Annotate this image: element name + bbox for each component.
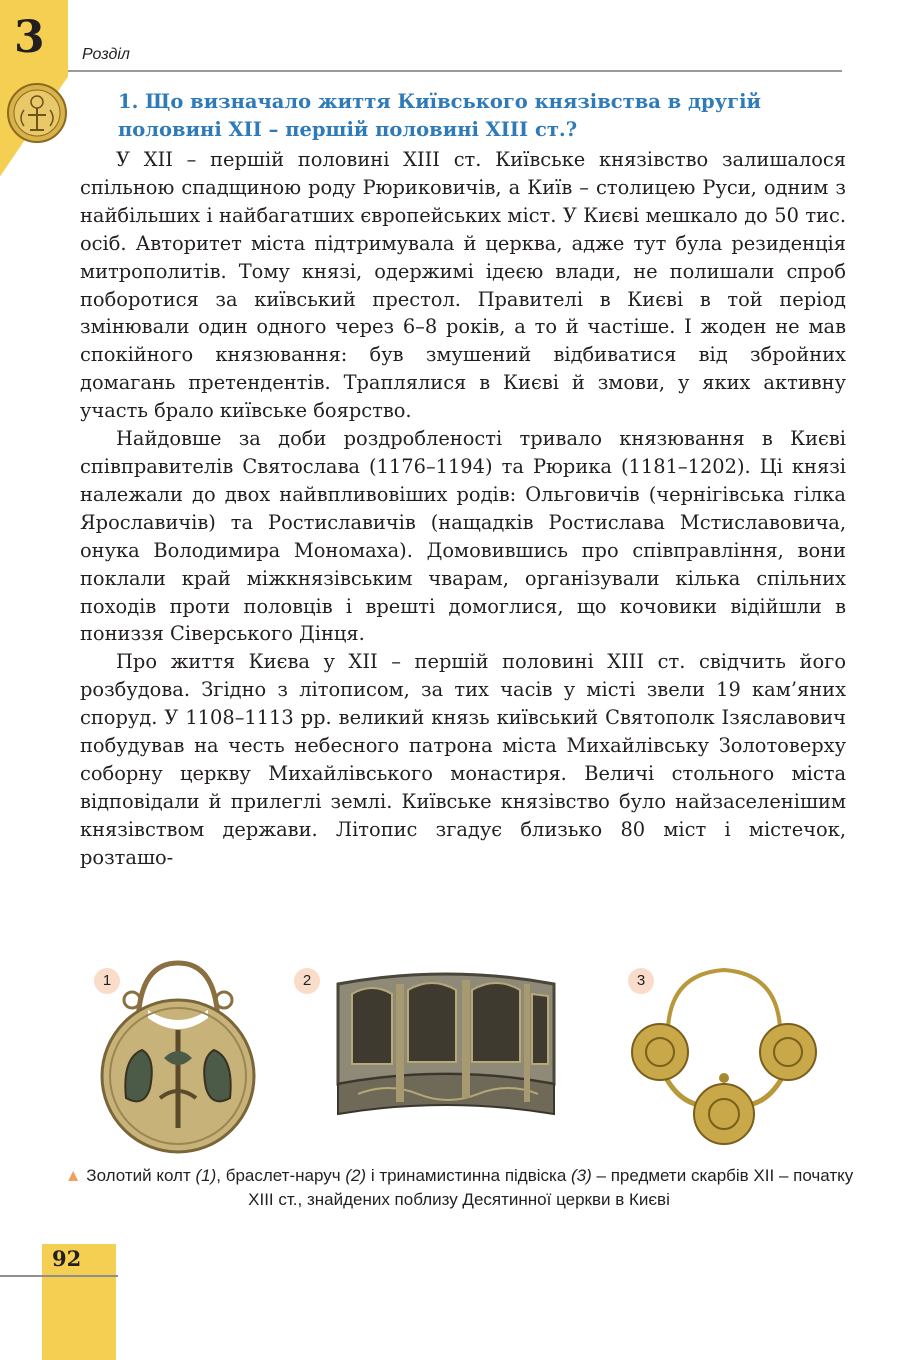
figure-badge-1: 1 bbox=[94, 968, 120, 994]
header-rule bbox=[68, 70, 842, 72]
caption-text: – предмети скарбів XII – початку XIII ст., знайдених поблизу Десятинної церкви в Києві bbox=[248, 1166, 854, 1209]
text-body bbox=[80, 146, 846, 872]
icon-medallion-icon bbox=[6, 82, 68, 144]
page-rule bbox=[0, 1275, 118, 1277]
chapter-number: 3 bbox=[14, 12, 45, 63]
figure-badge-3: 3 bbox=[628, 968, 654, 994]
section-heading: 1. Що визначало життя Київського князівства в другій половині XII – першій половині XIII ст.? bbox=[118, 90, 761, 141]
caption-ref-2: (2) bbox=[345, 1166, 367, 1185]
triangle-marker-icon: ▲ bbox=[64, 1166, 82, 1185]
chapter-label: Розділ bbox=[82, 46, 130, 63]
pendant-image bbox=[624, 964, 824, 1154]
paragraph: Про життя Києва у XII – першій половині XIII ст. свідчить його розбудова. Згідно з літописом, за тих часів у місті звели 19 кам’яних споруд. У 1108–1113 рр. великий князь київський Святополк Ізяславович побудував на честь небесного патрона міста Михайлівську Золотоверху соборну церкву Михайлівського монастиря. Величі стольного міста відповідали й прилеглі землі. Київське князівство було найзаселенішим князівством держави. Літопис згадує близько 80 міст і містечок, розташо- bbox=[80, 650, 846, 869]
golden-colt-image bbox=[98, 958, 258, 1158]
paragraph: Найдовше за доби роздробленості тривало князювання в Києві співправителів Святослава (1176–1194) та Рюрика (1181–1202). Ці князі належали до двох найвпливовіших родів: Ольговичів (чернігівська гілка Ярославичів) та Ростиславичів (нащадків Ростислава Мстиславовича, онука Володимира Мономаха). Домовившись про співправління, вони поклали край міжкнязівським чварам, організували кілька спільних походів проти половців і врешті домоглися, що кочовики відійшли в пониззя Сіверського Дінця. bbox=[80, 427, 846, 646]
figure-row bbox=[0, 958, 918, 1158]
page-number: 92 bbox=[52, 1246, 82, 1271]
figure-caption bbox=[60, 1164, 858, 1212]
caption-text: , браслет-наруч bbox=[216, 1166, 346, 1185]
caption-ref-3: (3) bbox=[571, 1166, 592, 1185]
figure-badge-2: 2 bbox=[294, 968, 320, 994]
bracelet-image bbox=[328, 964, 564, 1124]
paragraph: У XII – першій половині XIII ст. Київське князівство залишалося спільною спадщиною роду Рюриковичів, а Київ – столицею Руси, одним з найбільших і найбагатших європейських міст. У Києві мешкало до 50 тис. осіб. Авторитет міста підтримувала й церква, адже тут була резиденція митрополитів. Тому князі, одержимі ідеєю влади, не полишали спроб поборотися за київський престол. Правителі в Києві в той період змінювали один одного через 6–8 років, а то й частіше. І жоден не мав спокійного князювання: був змушений відбиватися від збройних домагань претендентів. Траплялися в Києві й змови, у яких активну участь брало київське боярство. bbox=[80, 148, 846, 423]
caption-text: Золотий колт bbox=[86, 1166, 196, 1185]
caption-ref-1: (1) bbox=[195, 1166, 217, 1185]
caption-text: і тринамистинна підвіска bbox=[366, 1166, 572, 1185]
